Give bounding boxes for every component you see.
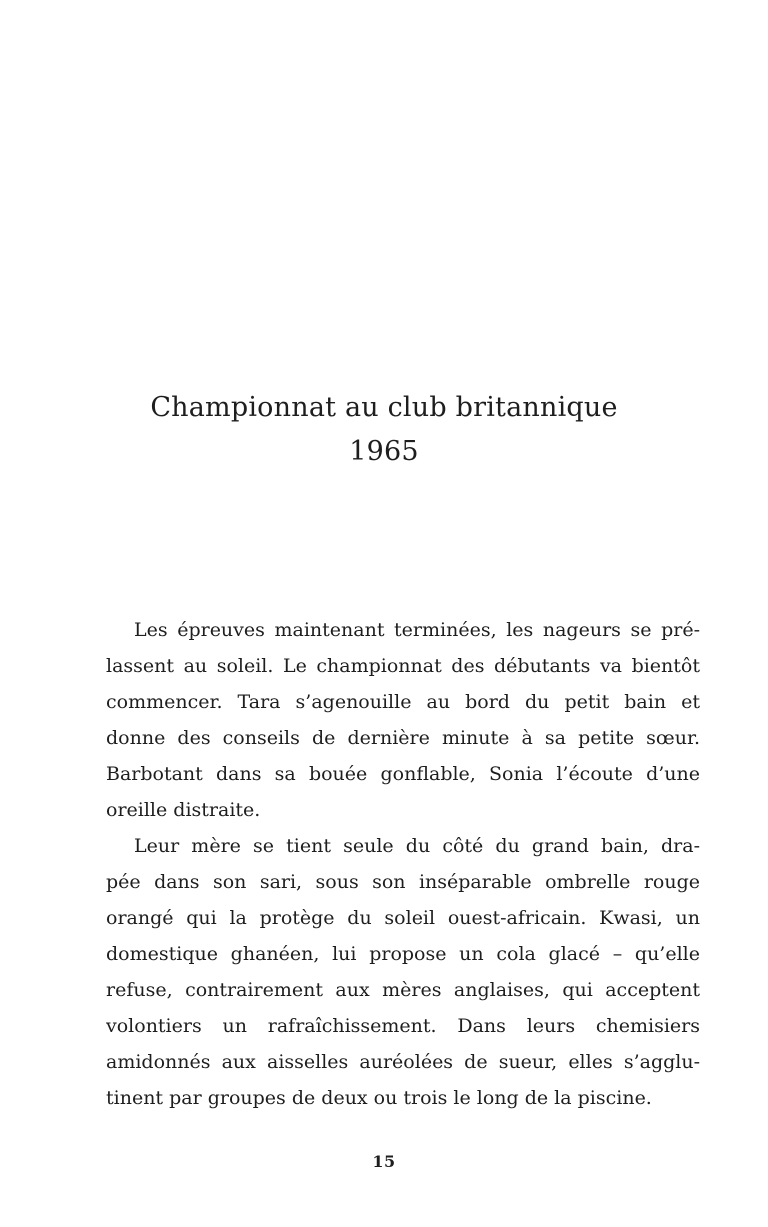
body-line: orangé qui la protège du soleil ouest-africain. Kwasi, un	[106, 907, 700, 929]
body-text	[106, 612, 700, 1116]
body-line: pée dans son sari, sous son inséparable ombrelle rouge	[106, 871, 700, 893]
paragraph	[106, 828, 700, 1116]
body-line: volontiers un rafraîchissement. Dans leurs chemisiers	[106, 1015, 700, 1037]
body-line: refuse, contrairement aux mères anglaises, qui acceptent	[106, 979, 700, 1001]
chapter-year: 1965	[349, 436, 419, 467]
body-line: domestique ghanéen, lui propose un cola glacé – qu’elle	[106, 943, 700, 965]
page-number: 15	[372, 1152, 396, 1171]
body-line: Leur mère se tient seule du côté du grand bain, dra-	[134, 835, 700, 857]
paragraph	[106, 612, 700, 828]
chapter-title	[0, 386, 768, 474]
chapter-title-text: Championnat au club britannique	[150, 392, 618, 423]
body-line: amidonnés aux aisselles auréolées de sueur, elles s’agglu-	[106, 1051, 700, 1073]
body-line: oreille distraite.	[106, 799, 261, 821]
body-line: lassent au soleil. Le championnat des débutants va bientôt	[106, 655, 700, 677]
body-line: Les épreuves maintenant terminées, les nageurs se pré-	[134, 619, 700, 641]
body-line: commencer. Tara s’agenouille au bord du petit bain et	[106, 691, 700, 713]
body-line: Barbotant dans sa bouée gonflable, Sonia l’écoute d’une	[106, 763, 700, 785]
body-line: donne des conseils de dernière minute à sa petite sœur.	[106, 727, 700, 749]
body-line: tinent par groupes de deux ou trois le long de la piscine.	[106, 1087, 652, 1109]
